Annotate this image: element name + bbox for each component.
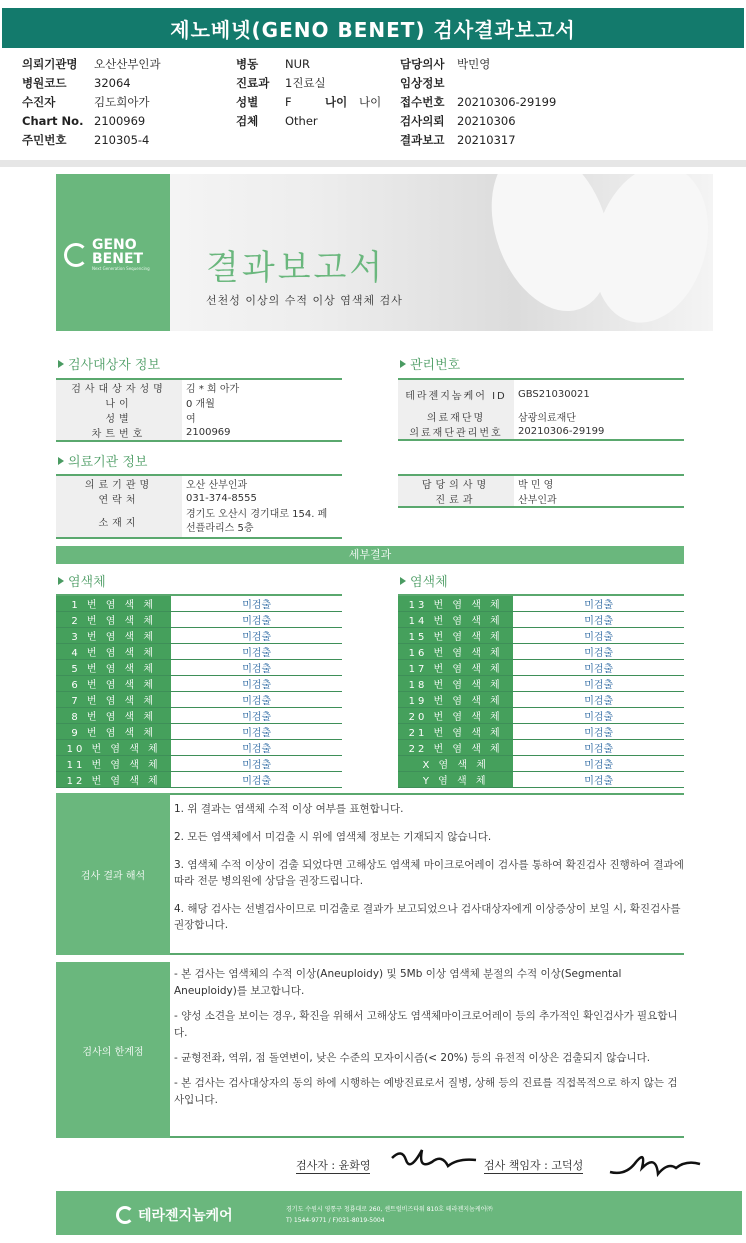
header-value: 20210317 <box>457 133 516 147</box>
chromosome-label: 1 번 염 색 체 <box>56 595 171 612</box>
header-col-3 <box>400 55 556 150</box>
chromosome-row <box>398 612 684 628</box>
header-value: 210305-4 <box>94 133 150 147</box>
subject-key: 검사대상자성명 <box>56 379 182 395</box>
subject-value: 2100969 <box>186 427 231 438</box>
header-value: F <box>285 95 292 109</box>
chromosome-label: 9 번 염 색 체 <box>56 724 171 740</box>
age-key: 나이 <box>325 95 348 109</box>
chromosome-result: 미검출 <box>171 644 342 660</box>
chromosome-label: 15 번 염 색 체 <box>398 628 513 644</box>
limitation-item: - 본 검사는 염색체의 수적 이상(Aneuploidy) 및 5Mb 이상 염색체 분절의 수적 이상(Segmental Aneuploidy)를 보고합니다. <box>174 968 622 997</box>
chromosome-result: 미검출 <box>171 740 342 756</box>
chromosome-result: 미검출 <box>513 756 684 772</box>
chromosome-result: 미검출 <box>513 612 684 628</box>
header-row <box>22 93 161 112</box>
header-col-2 <box>236 55 381 131</box>
chromosome-result: 미검출 <box>171 692 342 708</box>
footer-address: 경기도 수원시 영통구 청룡대로 260, 센트럴비즈타워 810호 테라젠지놈케어㈜ <box>286 1206 493 1213</box>
divider <box>170 953 684 955</box>
chromosome-row <box>56 660 342 676</box>
management-value: 20210306-29199 <box>518 426 605 437</box>
header-value: 1진료실 <box>285 76 326 90</box>
subject-heading <box>58 354 160 373</box>
limitation-item: - 양성 소견을 보이는 경우, 확진을 위해서 고해상도 염색체마이크로어레이 등의 추가적인 확인검사가 필요합니다. <box>174 1010 678 1039</box>
management-value: GBS21030021 <box>518 389 590 400</box>
institution-key: 진료과 <box>398 491 514 507</box>
chromosome-result: 미검출 <box>171 628 342 644</box>
institution-key: 의료기관명 <box>56 475 182 491</box>
chromosome-result: 미검출 <box>171 772 342 788</box>
chromosome-result: 미검출 <box>513 724 684 740</box>
institution-right-table <box>398 474 684 508</box>
chromosome-result: 미검출 <box>171 708 342 724</box>
chromosome-row <box>56 692 342 708</box>
age-value: 나이 <box>359 95 382 109</box>
interpretation-label: 검사 결과 해석 <box>56 793 170 955</box>
footer-contact <box>286 1204 492 1226</box>
chromosome-label: 6 번 염 색 체 <box>56 676 171 692</box>
subject-value: 여 <box>186 414 196 425</box>
director-signature-label: 검사 책임자 : 고덕성 <box>484 1159 584 1172</box>
institution-key: 연락처 <box>56 491 182 506</box>
header-value: 20210306 <box>457 114 516 128</box>
chromosome-label: 21 번 염 색 체 <box>398 724 513 740</box>
chromosome-table-right <box>398 594 684 788</box>
header-key: 수진자 <box>22 95 56 109</box>
chromosome-row <box>398 660 684 676</box>
chromosome-row <box>56 740 342 756</box>
chromosome-row <box>398 772 684 788</box>
company-logo-icon <box>116 1206 134 1224</box>
header-value: Other <box>285 114 318 128</box>
limitation-item: - 본 검사는 검사대상자의 동의 하에 시행하는 예방진료로서 질병, 상해 등의 진료를 직접목적으로 하지 않는 검사입니다. <box>174 1077 678 1106</box>
header-value: 32064 <box>94 76 131 90</box>
chromosome-result: 미검출 <box>513 595 684 612</box>
chromosome-row <box>56 724 342 740</box>
chromosome-result: 미검출 <box>171 756 342 772</box>
header-key: 임상정보 <box>400 76 445 90</box>
header-row <box>236 74 381 93</box>
institution-key: 담당의사명 <box>398 475 514 491</box>
header-row <box>400 131 556 150</box>
header-row <box>22 131 161 150</box>
management-key: 의료재단명 <box>398 409 514 424</box>
header-key: 병동 <box>236 57 259 71</box>
header-key: 담당의사 <box>400 57 445 71</box>
limitations-label: 검사의 한계점 <box>56 962 170 1138</box>
header-key: 의뢰기관명 <box>22 57 78 71</box>
footer-company: 테라젠지놈케어 <box>138 1208 233 1224</box>
report-title: 제노베넷(GENO BENET) 검사결과보고서 <box>2 8 744 48</box>
header-value: 20210306-29199 <box>457 95 557 109</box>
chromosome-label: 5 번 염 색 체 <box>56 660 171 676</box>
chromosome-row <box>398 692 684 708</box>
chromosome-result: 미검출 <box>171 612 342 628</box>
header-row <box>400 74 556 93</box>
table-row <box>398 409 684 424</box>
arrow-icon <box>58 360 64 368</box>
institution-value: 오산 산부인과 <box>186 480 248 491</box>
chromosome-row <box>398 740 684 756</box>
table-row <box>56 425 342 441</box>
interpretation-item: 4. 해당 검사는 선별검사이므로 미검출로 결과가 보고되었으나 검사대상자에게 이상증상이 보일 시, 확진검사를 권장합니다. <box>174 903 681 931</box>
table-row <box>398 491 684 507</box>
logo-text-2: BENET <box>92 251 144 267</box>
footer-logo <box>116 1205 233 1225</box>
director-signature-image <box>606 1142 702 1182</box>
management-table <box>398 378 684 441</box>
chromosome-row <box>56 628 342 644</box>
interpretation-text <box>174 801 684 945</box>
chromosome-row <box>56 708 342 724</box>
chromosome-row <box>398 644 684 660</box>
banner <box>56 174 713 331</box>
management-heading-text: 관리번호 <box>410 358 461 373</box>
header-key: 결과보고 <box>400 133 445 147</box>
chromosome-heading-text: 염색체 <box>410 575 448 590</box>
header-row <box>236 93 381 112</box>
header-row <box>400 55 556 74</box>
interpretation-item: 1. 위 결과는 염색체 수적 이상 여부를 표현합니다. <box>174 803 404 815</box>
subject-value: 0 개월 <box>186 399 215 410</box>
header-value: 오산산부인과 <box>94 57 161 71</box>
limitations-section <box>56 962 684 1138</box>
table-row <box>398 475 684 491</box>
chromosome-label: X 염 색 체 <box>398 756 513 772</box>
table-row <box>56 506 342 538</box>
header-value: 2100969 <box>94 114 146 128</box>
chromosome-result: 미검출 <box>513 644 684 660</box>
table-row <box>398 379 684 409</box>
chromosome-result: 미검출 <box>171 676 342 692</box>
header-col-1 <box>22 55 161 150</box>
interpretation-item: 3. 염색체 수적 이상이 검출 되었다면 고해상도 염색체 마이크로어레이 검사를 통하여 확진검사 진행하여 결과에 따라 전문 병의원에 상담을 권장드립니다. <box>174 859 684 887</box>
chromosome-row <box>56 756 342 772</box>
chromosome-label: 3 번 염 색 체 <box>56 628 171 644</box>
header-key: 검체 <box>236 114 259 128</box>
limitation-item: - 균형전좌, 역위, 점 돌연변이, 낮은 수준의 모자이시즘(< 20%) 등의 유전적 이상은 검출되지 않습니다. <box>174 1052 651 1064</box>
chromosome-result: 미검출 <box>171 660 342 676</box>
chromosome-label: 11 번 염 색 체 <box>56 756 171 772</box>
chromosome-heading-right <box>400 571 448 590</box>
logo-subtext: Next Generation Sequencing <box>92 266 150 271</box>
geno-benet-logo <box>64 238 150 271</box>
subject-table <box>56 378 342 442</box>
chromosome-heading-left <box>58 571 106 590</box>
chromosome-label: 18 번 염 색 체 <box>398 676 513 692</box>
chromosome-label: 14 번 염 색 체 <box>398 612 513 628</box>
banner-logo-panel <box>56 174 170 331</box>
chromosome-row <box>398 595 684 612</box>
chromosome-result: 미검출 <box>513 692 684 708</box>
chromosome-label: Y 염 색 체 <box>398 772 513 788</box>
footer-phone: T) 1544-9771 / F)031-8019-5004 <box>286 1217 385 1224</box>
subject-heading-text: 검사대상자 정보 <box>68 358 161 373</box>
header-row <box>400 112 556 131</box>
header-key: 진료과 <box>236 76 270 90</box>
chromosome-result: 미검출 <box>513 740 684 756</box>
arrow-icon <box>400 577 406 585</box>
chromosome-row <box>398 676 684 692</box>
chromosome-row <box>398 628 684 644</box>
chromosome-result: 미검출 <box>513 628 684 644</box>
chromosome-label: 10 번 염 색 체 <box>56 740 171 756</box>
header-value: 박민영 <box>457 57 491 71</box>
institution-value: 산부인과 <box>518 495 557 506</box>
limitations-text <box>174 966 684 1117</box>
divider <box>170 1136 684 1138</box>
chromosome-label: 19 번 염 색 체 <box>398 692 513 708</box>
institution-key: 소재지 <box>56 506 182 538</box>
chromosome-heading-text: 염색체 <box>68 575 106 590</box>
chromosome-label: 13 번 염 색 체 <box>398 595 513 612</box>
header-value: 김도희아가 <box>94 95 150 109</box>
header-value: NUR <box>285 57 311 71</box>
chromosome-label: 2 번 염 색 체 <box>56 612 171 628</box>
header-row <box>22 55 161 74</box>
institution-heading <box>58 451 147 470</box>
table-row <box>56 410 342 425</box>
table-row <box>56 379 342 395</box>
logo-icon <box>64 243 88 267</box>
chromosome-row <box>56 612 342 628</box>
chromosome-row <box>398 756 684 772</box>
institution-value: 경기도 오산시 경기대로 154. 페 선플라리스 5층 <box>186 508 328 534</box>
interpretation-item: 2. 모든 염색체에서 미검출 시 위에 염색체 정보는 기재되지 않습니다. <box>174 831 492 843</box>
header-key: Chart No. <box>22 114 84 128</box>
table-row <box>398 424 684 440</box>
header-row <box>22 74 161 93</box>
chromosome-result: 미검출 <box>513 676 684 692</box>
management-heading <box>400 354 460 373</box>
chromosome-label: 16 번 염 색 체 <box>398 644 513 660</box>
divider <box>170 793 684 795</box>
header-row <box>236 112 381 131</box>
header-key: 접수번호 <box>400 95 445 109</box>
arrow-icon <box>58 457 64 465</box>
chromosome-label: 8 번 염 색 체 <box>56 708 171 724</box>
header-key: 병원코드 <box>22 76 67 90</box>
chromosome-label: 4 번 염 색 체 <box>56 644 171 660</box>
header-key: 성별 <box>236 95 259 109</box>
table-row <box>56 475 342 491</box>
chromosome-row <box>398 708 684 724</box>
table-row <box>56 491 342 506</box>
institution-heading-text: 의료기관 정보 <box>68 455 148 470</box>
banner-title: 결과보고서 <box>206 248 386 288</box>
chromosome-row <box>56 676 342 692</box>
chromosome-label: 7 번 염 색 체 <box>56 692 171 708</box>
chromosome-row <box>56 772 342 788</box>
header-key: 주민번호 <box>22 133 67 147</box>
chromosome-result: 미검출 <box>513 708 684 724</box>
arrow-icon <box>400 360 406 368</box>
chromosome-result: 미검출 <box>171 595 342 612</box>
chromosome-label: 17 번 염 색 체 <box>398 660 513 676</box>
separator-band <box>0 160 746 167</box>
management-value: 삼광의료재단 <box>518 413 576 424</box>
institution-table <box>56 474 342 539</box>
chromosome-label: 12 번 염 색 체 <box>56 772 171 788</box>
interpretation-section <box>56 793 684 955</box>
subject-key: 차트번호 <box>56 425 182 441</box>
subject-value: 김 * 희 아가 <box>186 384 240 395</box>
chromosome-row <box>56 644 342 660</box>
institution-value: 031-374-8555 <box>186 493 257 504</box>
chromosome-row <box>398 724 684 740</box>
chromosome-result: 미검출 <box>171 724 342 740</box>
header-row <box>22 112 161 131</box>
chromosome-result: 미검출 <box>513 660 684 676</box>
banner-subtitle: 선천성 이상의 수적 이상 염색체 검사 <box>206 294 403 307</box>
subject-key: 성별 <box>56 410 182 425</box>
header-row <box>400 93 556 112</box>
tester-signature-label: 검사자 : 윤화영 <box>296 1159 371 1172</box>
header-key: 검사의뢰 <box>400 114 445 128</box>
subject-key: 나이 <box>56 395 182 410</box>
management-key: 테라젠지놈케어 ID <box>398 379 514 409</box>
header-row <box>236 55 381 74</box>
table-row <box>56 395 342 410</box>
tester-signature-image <box>388 1140 480 1180</box>
chromosome-table-left <box>56 594 342 788</box>
chromosome-label: 20 번 염 색 체 <box>398 708 513 724</box>
footer <box>56 1191 742 1235</box>
detail-results-bar: 세부결과 <box>56 546 684 564</box>
arrow-icon <box>58 577 64 585</box>
chromosome-row <box>56 595 342 612</box>
chromosome-label: 22 번 염 색 체 <box>398 740 513 756</box>
management-key: 의료재단관리번호 <box>398 424 514 440</box>
logo-text-1: GENO <box>92 237 137 253</box>
chromosome-result: 미검출 <box>513 772 684 788</box>
institution-value: 박 민 영 <box>518 480 554 491</box>
